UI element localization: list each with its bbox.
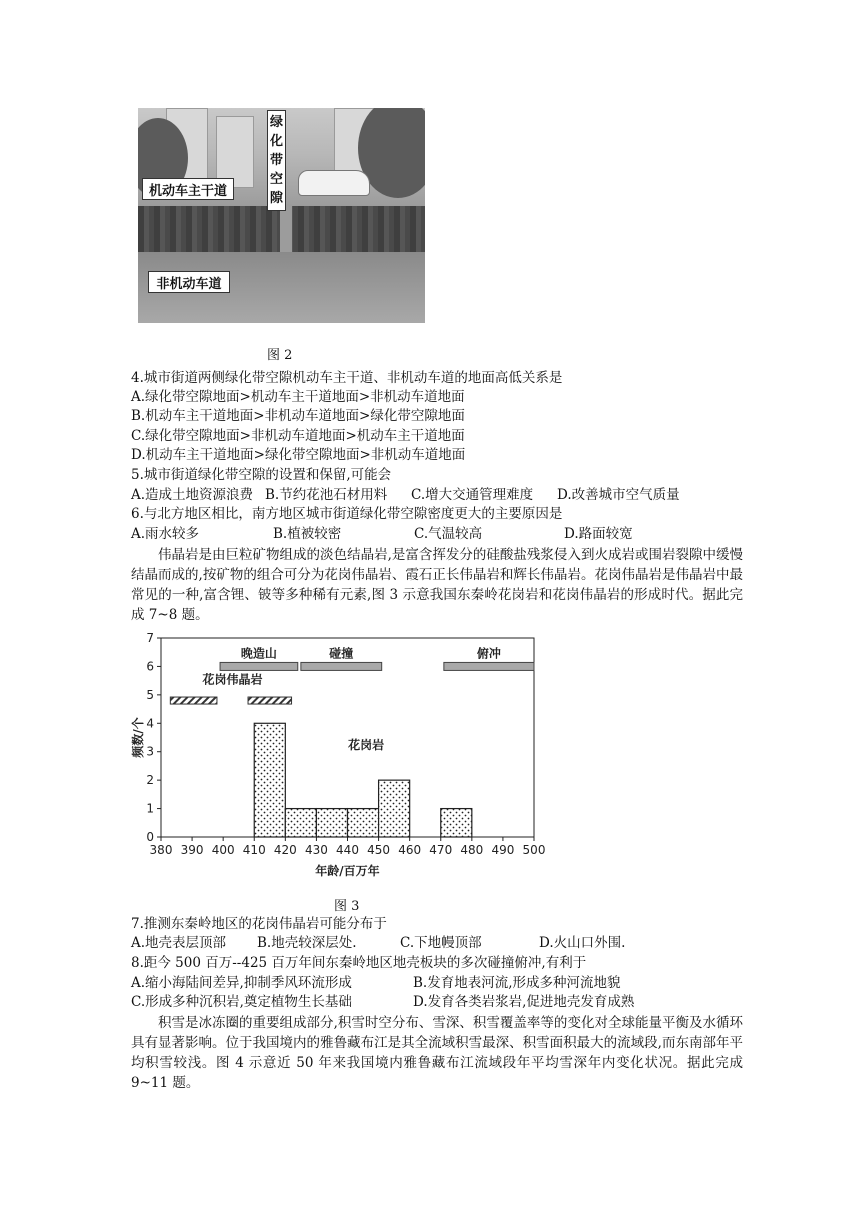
passage-pegmatite: 伟晶岩是由巨粒矿物组成的淡色结晶岩,是富含挥发分的硅酸盐残浆侵入到火成岩或围岩裂隙中缓慢结晶而成的,按矿物的组合可分为花岗伟晶岩、霞石正长伟晶岩和辉长伟晶岩。花岗伟晶岩是伟晶岩中最常见的一种,富含锂、铍等多种稀有元素,图 3 示意我国东秦岭花岗岩和花岗伟晶岩的形成时代。据此完成 7~8 题。: [131, 547, 743, 623]
q7-option-c: C.下地幔顶部: [400, 935, 482, 951]
x-tick-label: 440: [336, 843, 359, 857]
granite-bar: [254, 723, 285, 837]
pegmatite-bar: [248, 697, 292, 704]
q6-option-d: D.路面较宽: [564, 526, 633, 542]
q6-option-b: B.植被较密: [273, 526, 342, 542]
x-axis-label: 年龄/百万年: [315, 864, 380, 878]
period-label: 晚造山: [240, 646, 277, 661]
y-tick-label: 2: [146, 773, 154, 788]
y-tick-label: 1: [146, 801, 154, 816]
granite-bar: [285, 809, 316, 837]
q7-option-d: D.火山口外围.: [539, 935, 626, 951]
x-tick-label: 500: [522, 843, 546, 857]
q7-option-b: B.地壳较深层处.: [257, 935, 357, 951]
q4-option-d: D.机动车主干道地面>绿化带空隙地面>非机动车道地面: [131, 447, 466, 463]
period-label: 俯冲: [476, 646, 501, 661]
q5-option-c: C.增大交通管理难度: [411, 487, 534, 503]
y-tick-label: 0: [146, 830, 154, 844]
figure3-caption: 图 3: [334, 899, 360, 914]
period-bar: [301, 662, 382, 670]
y-tick-label: 7: [146, 631, 154, 645]
period-bar: [444, 662, 534, 670]
granite-annotation: 花岗岩: [348, 737, 385, 752]
granite-bar: [441, 809, 472, 837]
x-tick-label: 380: [149, 843, 173, 857]
q5-option-d: D.改善城市空气质量: [557, 487, 680, 503]
q7-stem: 7.推测东秦岭地区的花岗伟晶岩可能分布于: [131, 916, 387, 932]
q8-option-b: B.发育地表河流,形成多种河流地貌: [413, 975, 621, 991]
x-tick-label: 450: [367, 843, 391, 857]
x-tick-label: 460: [398, 843, 422, 857]
granite-bar: [348, 809, 379, 837]
car: [298, 170, 370, 196]
q8-option-a: A.缩小海陆间差异,抑制季风环流形成: [131, 975, 352, 991]
x-tick-label: 410: [242, 843, 266, 857]
green-belt-gap: [280, 204, 292, 254]
period-bar: [220, 662, 298, 670]
y-tick-label: 5: [146, 687, 154, 702]
q6-option-c: C.气温较高: [414, 526, 483, 542]
x-tick-label: 430: [304, 843, 328, 857]
q6-option-a: A.雨水较多: [131, 526, 200, 542]
x-tick-label: 390: [180, 843, 204, 857]
y-tick-label: 6: [146, 659, 154, 674]
q5-option-b: B.节约花池石材用料: [265, 487, 388, 503]
pegmatite-bar: [170, 697, 217, 704]
q4-option-b: B.机动车主干道地面>非机动车道地面>绿化带空隙地面: [131, 408, 465, 424]
period-label: 碰撞: [329, 646, 354, 661]
y-tick-label: 3: [146, 744, 154, 759]
figure3-chart: [128, 628, 548, 878]
x-tick-label: 400: [211, 843, 235, 857]
q8-option-d: D.发育各类岩浆岩,促进地壳发育成熟: [413, 994, 635, 1010]
granite-bar: [379, 780, 410, 837]
x-tick-label: 490: [491, 843, 515, 857]
q8-stem: 8.距今 500 百万--425 百万年间东秦岭地区地壳板块的多次碰撞俯冲,有利于: [131, 955, 587, 971]
q6-stem: 6.与北方地区相比，南方地区城市街道绿化带空隙密度更大的主要原因是: [131, 506, 563, 522]
x-tick-label: 420: [273, 843, 297, 857]
main-road-label: 机动车主干道: [142, 178, 234, 200]
q5-stem: 5.城市街道绿化带空隙的设置和保留,可能会: [131, 467, 392, 483]
q7-option-a: A.地壳表层顶部: [131, 935, 227, 951]
granite-bar: [316, 809, 347, 837]
y-tick-label: 4: [146, 716, 154, 731]
green-gap-label: 绿 化 带 空 隙: [267, 110, 286, 211]
non-motor-label: 非机动车道: [148, 271, 230, 293]
q4-option-c: C.绿化带空隙地面>非机动车道地面>机动车主干道地面: [131, 428, 465, 444]
passage-snow: 积雪是冰冻圈的重要组成部分,积雪时空分布、雪深、积雪覆盖率等的变化对全球能量平衡及水循环具有显著影响。位于我国境内的雅鲁藏布江是其全流域积雪最深、积雪面积最大的流域段,而东南部年平均积雪较浅。图 4 示意近 50 年来我国境内雅鲁藏布江流域段年平均雪深年内变化状况。据此完成 9~11 题。: [131, 1015, 743, 1091]
x-tick-label: 480: [460, 843, 484, 857]
street-photo: [138, 108, 425, 323]
q5-option-a: A.造成土地资源浪费: [131, 487, 254, 503]
figure2-caption: 图 2: [267, 348, 293, 363]
q4-stem: 4.城市街道两侧绿化带空隙机动车主干道、非机动车道的地面高低关系是: [131, 370, 563, 386]
x-tick-label: 470: [429, 843, 453, 857]
y-axis-label: 频数/个: [131, 717, 145, 758]
q4-option-a: A.绿化带空隙地面>机动车主干道地面>非机动车道地面: [131, 389, 465, 405]
q8-option-c: C.形成多种沉积岩,奠定植物生长基础: [131, 994, 352, 1010]
pegmatite-label: 花岗伟晶岩: [202, 672, 263, 687]
